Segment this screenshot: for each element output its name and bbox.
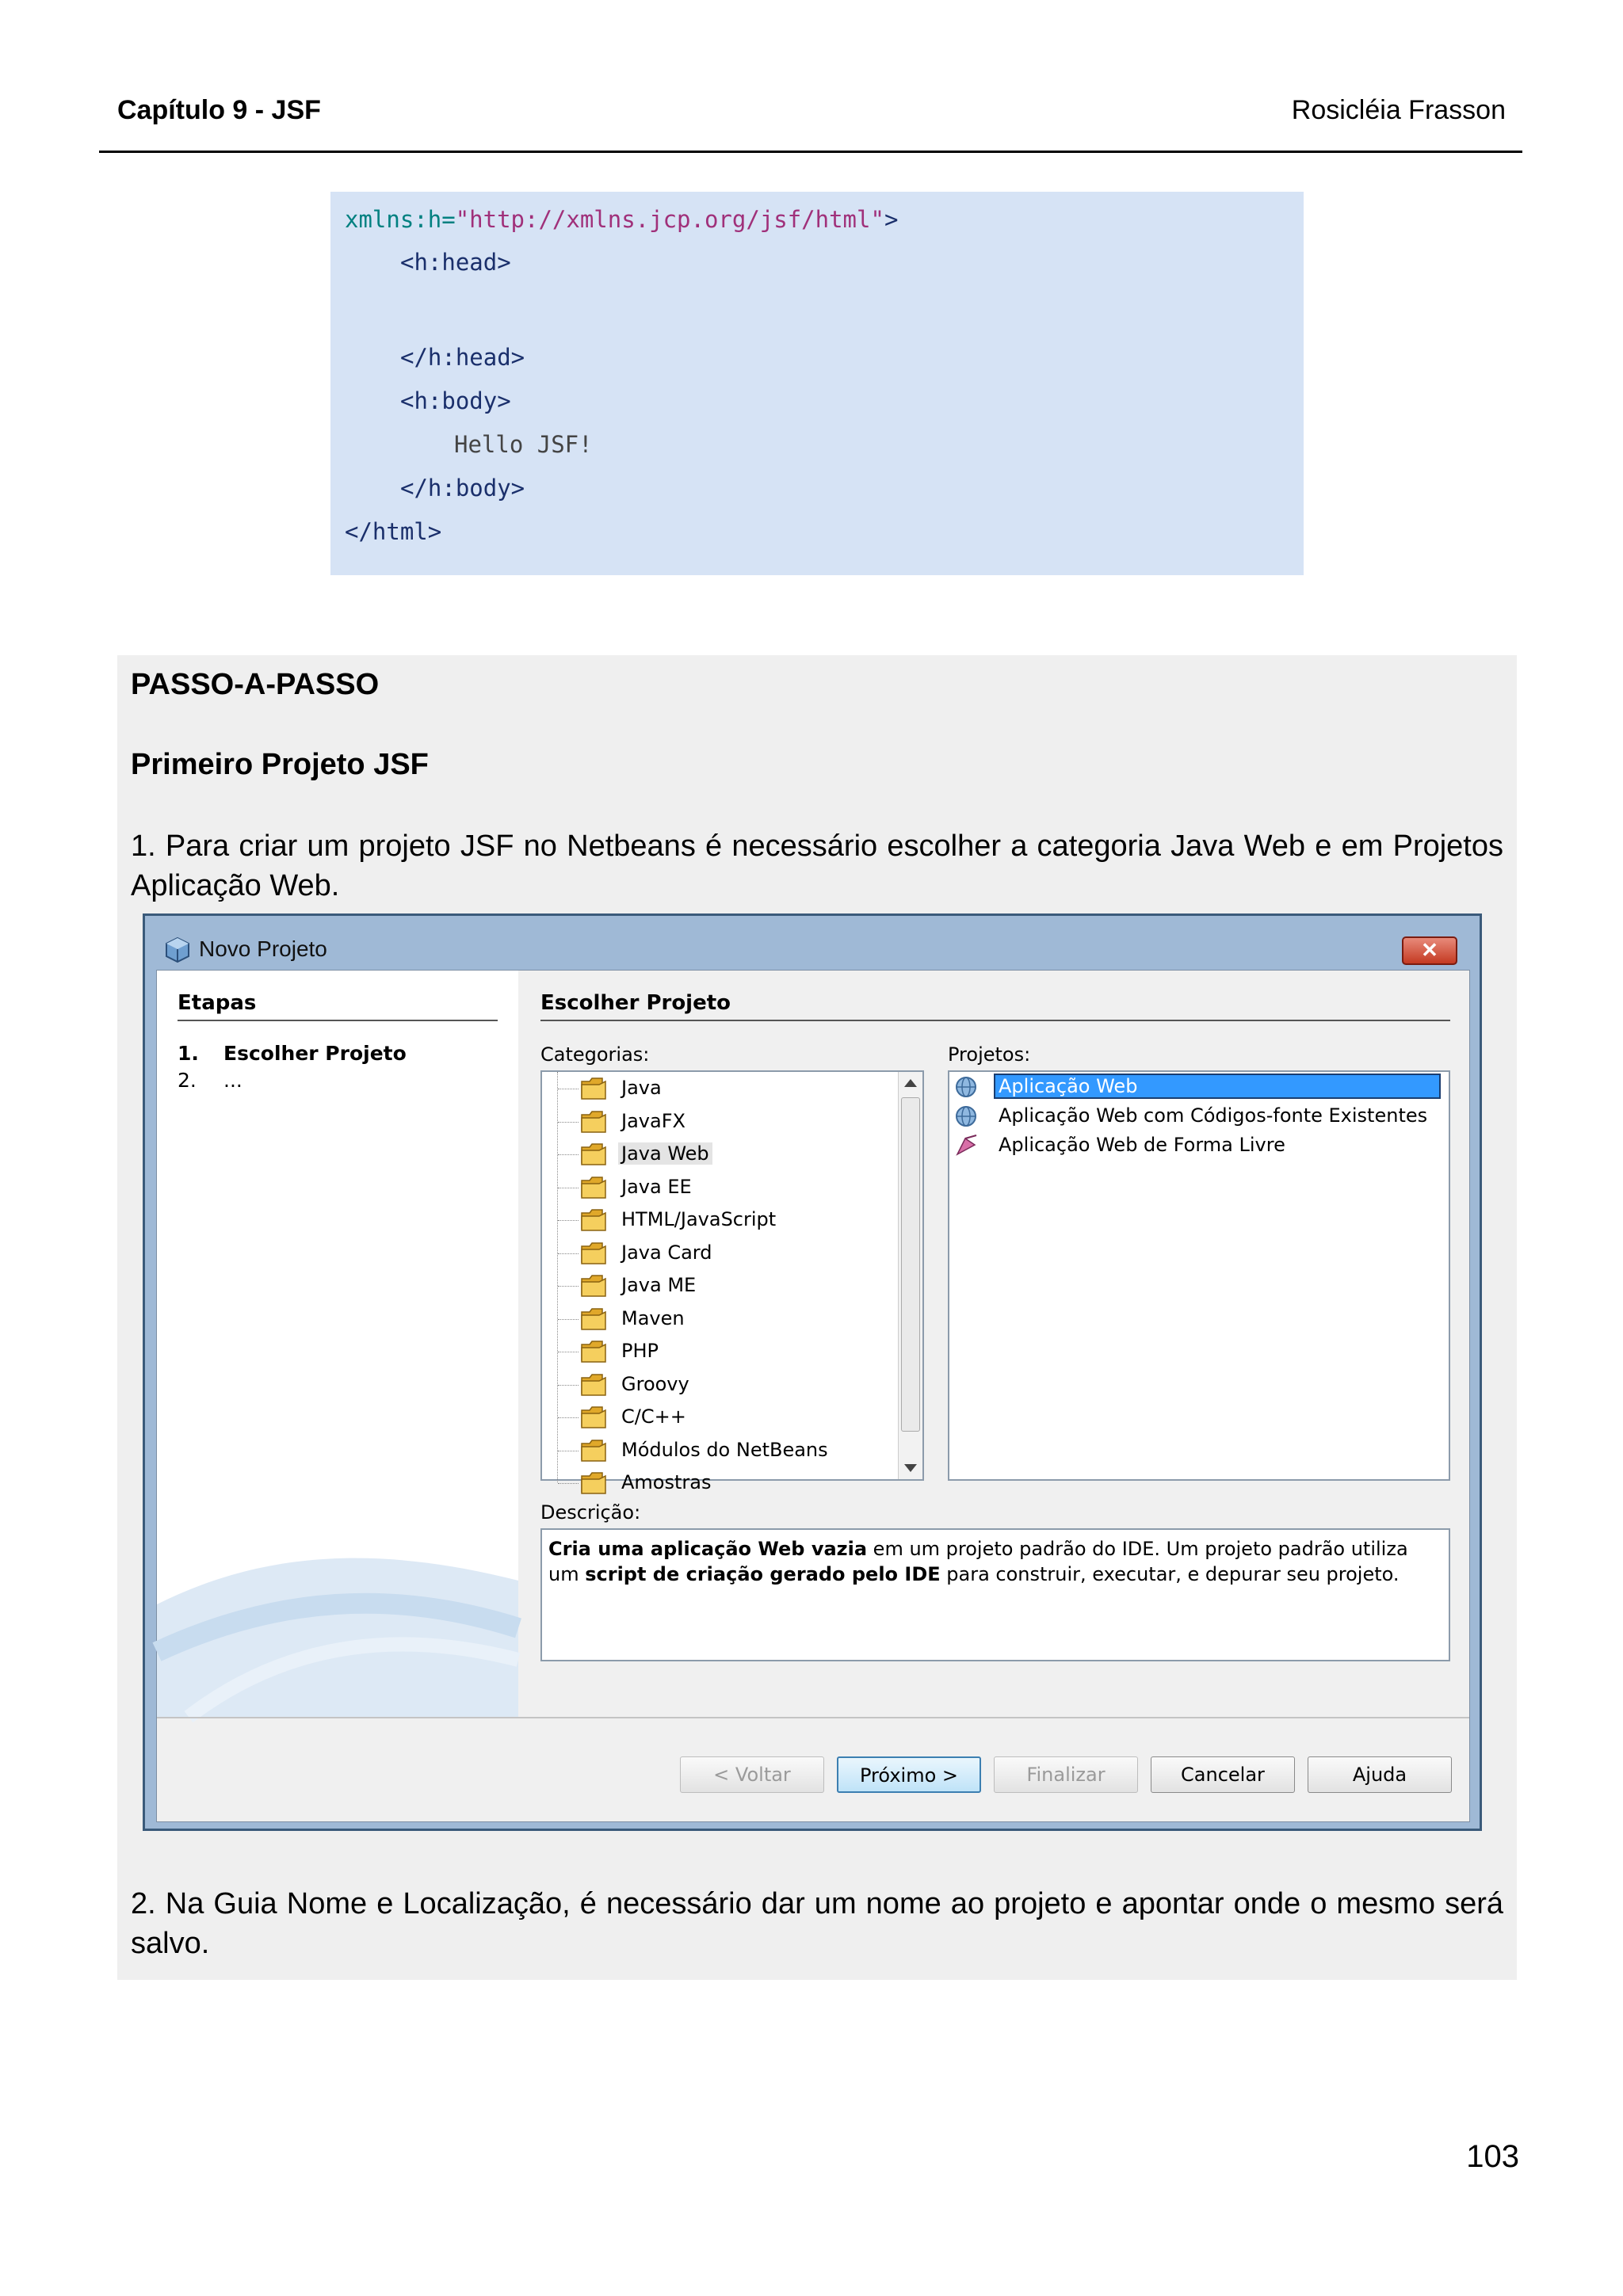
projects-list[interactable] xyxy=(948,1070,1450,1481)
category-item[interactable] xyxy=(542,1107,891,1138)
folder-icon xyxy=(580,1241,607,1265)
scroll-down-icon[interactable] xyxy=(903,1463,918,1473)
author-header: Rosicléia Frasson xyxy=(1291,95,1506,125)
tree-branch-line xyxy=(558,1483,579,1484)
folder-icon xyxy=(580,1110,607,1134)
category-label: Amostras xyxy=(621,1471,712,1493)
category-label: Java EE xyxy=(621,1175,692,1198)
category-item[interactable] xyxy=(542,1370,891,1402)
folder-icon xyxy=(580,1077,607,1100)
tree-branch-line xyxy=(558,1286,579,1287)
description-label: Descrição: xyxy=(540,1501,641,1524)
tree-branch-line xyxy=(558,1253,579,1254)
globe-icon xyxy=(954,1075,980,1099)
description-text: para construir, executar, e depurar seu projeto. xyxy=(940,1563,1400,1585)
next-button[interactable]: Próximo > xyxy=(837,1756,981,1793)
category-label: Groovy xyxy=(621,1372,689,1395)
step-label: Escolher Projeto xyxy=(223,1042,407,1065)
category-label: Módulos do NetBeans xyxy=(621,1438,828,1461)
netbeans-cube-icon xyxy=(164,936,191,963)
description-text: em um projeto padrão do IDE. Um projeto padrão utiliza um xyxy=(548,1538,1408,1585)
project-item[interactable] xyxy=(953,1074,1445,1100)
category-item[interactable] xyxy=(542,1238,891,1270)
code-line: <h:body> xyxy=(400,387,511,414)
folder-icon xyxy=(580,1176,607,1199)
code-block xyxy=(330,192,1304,575)
dialog-title: Novo Projeto xyxy=(199,936,327,961)
category-item[interactable] xyxy=(542,1468,891,1500)
category-label: Java xyxy=(621,1077,662,1099)
projects-label: Projetos: xyxy=(948,1043,1031,1066)
dialog-body xyxy=(156,970,1470,1822)
tree-branch-line xyxy=(558,1319,579,1320)
new-project-dialog xyxy=(143,913,1482,1831)
project-item[interactable] xyxy=(953,1132,1445,1159)
tree-branch-line xyxy=(558,1220,579,1221)
code-line: </h:body> xyxy=(400,475,525,502)
header-divider xyxy=(99,151,1522,153)
chapter-header: Capítulo 9 - JSF xyxy=(117,95,321,125)
steps-pane xyxy=(157,971,518,1717)
description-bold: Cria uma aplicação Web vazia xyxy=(548,1538,868,1560)
close-button[interactable]: ✕ xyxy=(1402,936,1457,965)
code-line: </html> xyxy=(345,518,442,545)
button-bar-divider xyxy=(157,1717,1469,1718)
code-attribute: xmlns:h= xyxy=(345,206,456,233)
step-2-paragraph: 2. Na Guia Nome e Localização, é necessário dar um nome ao projeto e apontar onde o mesmo será salvo. xyxy=(131,1887,1503,1960)
categories-scrollbar[interactable] xyxy=(898,1072,922,1479)
steps-title: Etapas xyxy=(178,991,257,1015)
categories-tree[interactable] xyxy=(540,1070,924,1493)
description-box xyxy=(540,1528,1450,1661)
folder-icon xyxy=(580,1307,607,1331)
scroll-up-icon[interactable] xyxy=(903,1078,918,1088)
back-button[interactable]: < Voltar xyxy=(680,1756,824,1793)
category-item[interactable] xyxy=(542,1436,891,1467)
folder-icon xyxy=(580,1274,607,1298)
category-item[interactable] xyxy=(542,1402,891,1434)
section-subheading: Primeiro Projeto JSF xyxy=(131,748,429,781)
step-number: 1. xyxy=(178,1042,199,1065)
categories-label: Categorias: xyxy=(540,1043,650,1066)
cancel-button[interactable]: Cancelar xyxy=(1151,1756,1295,1793)
step-number: 2. xyxy=(178,1069,197,1092)
code-string: "http://xmlns.jcp.org/jsf/html" xyxy=(455,206,884,233)
help-button[interactable]: Ajuda xyxy=(1308,1756,1452,1793)
category-item[interactable] xyxy=(542,1304,891,1336)
folder-icon xyxy=(580,1439,607,1463)
category-item[interactable] xyxy=(542,1205,891,1237)
tree-branch-line xyxy=(558,1122,579,1123)
folder-icon xyxy=(580,1340,607,1363)
folder-icon xyxy=(580,1142,607,1166)
code-line: <h:head> xyxy=(400,249,511,276)
decorative-swoosh xyxy=(157,1446,518,1717)
code-line: </h:head> xyxy=(400,344,525,371)
category-label: JavaFX xyxy=(621,1109,685,1132)
globe-icon xyxy=(954,1104,980,1128)
category-item[interactable] xyxy=(542,1271,891,1302)
page-number: 103 xyxy=(1466,2139,1519,2174)
scrollbar-thumb[interactable] xyxy=(901,1097,920,1432)
code-line xyxy=(345,206,898,233)
category-label: Java Card xyxy=(621,1241,712,1264)
section-heading: PASSO-A-PASSO xyxy=(131,668,380,701)
category-item[interactable] xyxy=(542,1139,891,1171)
main-divider xyxy=(540,1020,1450,1021)
folder-icon xyxy=(580,1373,607,1397)
category-label: Java Web xyxy=(618,1142,712,1165)
code-punct: > xyxy=(884,206,899,233)
description-bold: script de criação gerado pelo IDE xyxy=(585,1563,941,1585)
category-label: PHP xyxy=(621,1340,659,1362)
category-item[interactable] xyxy=(542,1074,891,1105)
project-label: Aplicação Web xyxy=(995,1075,1439,1097)
step-label: ... xyxy=(223,1069,242,1092)
category-label: Java ME xyxy=(621,1274,697,1296)
code-line: Hello JSF! xyxy=(454,431,593,458)
folder-icon xyxy=(580,1471,607,1495)
category-label: Maven xyxy=(621,1306,685,1329)
category-item[interactable] xyxy=(542,1337,891,1368)
finish-button[interactable]: Finalizar xyxy=(994,1756,1138,1793)
main-title: Escolher Projeto xyxy=(540,991,731,1015)
dialog-titlebar xyxy=(161,932,1465,970)
tree-branch-line xyxy=(558,1385,579,1386)
project-label: Aplicação Web com Códigos-fonte Existentes xyxy=(999,1104,1428,1127)
project-item[interactable] xyxy=(953,1103,1445,1130)
steps-divider xyxy=(178,1020,498,1021)
folder-icon xyxy=(580,1208,607,1232)
category-item[interactable] xyxy=(542,1173,891,1204)
tree-branch-line xyxy=(558,1417,579,1418)
step-1-paragraph: 1. Para criar um projeto JSF no Netbeans é necessário escolher a categoria Java Web e em Projetos Aplicação Web. xyxy=(131,830,1503,902)
category-label: HTML/JavaScript xyxy=(621,1208,777,1230)
free-form-project-icon xyxy=(954,1134,980,1158)
project-label: Aplicação Web de Forma Livre xyxy=(999,1134,1285,1156)
category-label: C/C++ xyxy=(621,1405,686,1428)
tree-branch-line xyxy=(558,1154,579,1155)
folder-icon xyxy=(580,1405,607,1429)
